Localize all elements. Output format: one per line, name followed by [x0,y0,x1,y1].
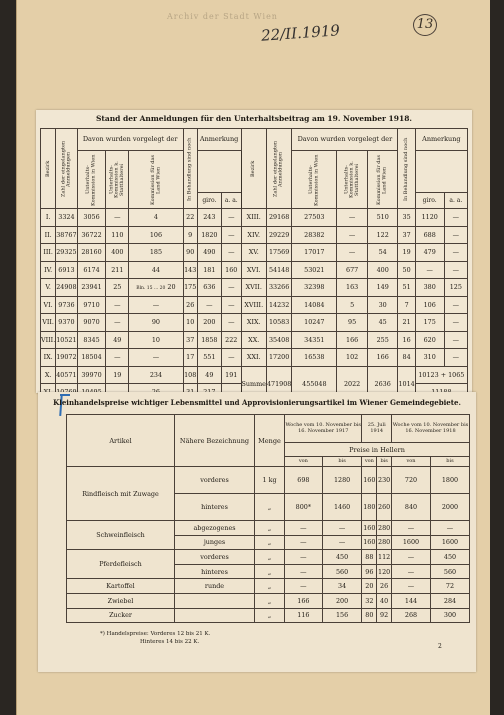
registrations-table [40,128,468,419]
header-behandlung-2: In Behandlung sind noch [398,129,415,209]
header-menge: Menge [255,415,285,467]
header-sonstige-2: Kommission für das Land Wien [367,151,398,209]
clipping-registrations [36,110,472,393]
header-artikel: Artikel [67,415,175,467]
artikel-schweinfleisch: Schweinfleisch [67,521,175,550]
table-row: Schweinfleisch abgezogenes „ — — 160 280 — — [67,521,470,536]
table-row: Zwiebel „ 166 200 32 40 144 284 [67,593,470,608]
folio-number: 13 [413,14,437,36]
header-week-1918: Woche vom 10. November bis 16. November 1918 [392,415,470,443]
header-kommission-landes: Unterhalts-Kommission k. Statthalterei [106,151,129,209]
table-row: III. 29325 28160 400 185 90 490 — XV. 17569 17017 — 54 19 479 — [41,244,468,262]
table-row: VI. 9736 9710 — — 26 — — XVIII. 14232 14084 5 30 7 106 — [41,296,468,314]
table-row: hinteres „ — 560 96 120 — 560 [67,564,470,579]
clipping-prices [38,392,476,672]
table-row: IV. 6913 6174 211 44 143 181 160 XVI. 54148 53021 677 400 50 — — [41,261,468,279]
table-row: Zucker „ 116 156 80 92 268 300 [67,608,470,623]
header-sonstige: Kommission für das Land Wien [129,151,184,209]
header-anmerkung: Anmerkung [197,129,241,151]
header-zahl-2: Zahl der eingelangten Anmeldungen [266,129,291,209]
header-giro-2: giro. [415,192,444,208]
footnote: *) Handelspreise: Vorderes 12 bis 21 K. Hinteres 14 bis 22 K. [100,631,211,645]
table-row: Kartoffel runde „ — 34 20 26 — 72 [67,579,470,594]
header-behandlung: In Behandlung sind noch [183,129,197,209]
archive-stamp: Archiv der Stadt Wien [167,12,278,21]
table-row: Pferdefleisch vorderes „ — 450 88 112 — 450 [67,550,470,565]
pencil-mark-top [60,394,70,396]
table-row: II. 38767 36722 110 106 9 1820 — XIV. 29229 28382 — 122 37 688 — [41,226,468,244]
header-kommission-landes-2: Unterhalts-Kommission k. Statthalterei [337,151,368,209]
header-davon: Davon wurden vorgelegt der [77,129,183,151]
header-bezeichnung: Nähere Bezeichnung [175,415,255,467]
header-unterhalt-2: Unterhalts-Kommission in Wien [292,151,337,209]
header-bezirk-2: Bezirk [241,129,266,209]
header-aa: a. a. [221,192,241,208]
header-unterhalt: Unterhalts-Kommission in Wien [77,151,106,209]
table-row: IX. 19072 18504 — — 17 551 — XXI. 17200 16538 102 166 84 310 — [41,349,468,367]
table-row: X. 40571 39970 19 234 108 49 191 Summe 471908 455048 2022 2636 1014 10123 + 1065 [41,366,468,384]
handwritten-date: 22/II.1919 [260,21,341,45]
header-giro: giro. [197,192,221,208]
header-zahl: Zahl der eingelangten Anmeldungen [56,129,77,209]
prices-title: Kleinhandelspreise wichtiger Lebensmittel und Approvisionierungsartikel im Wiener Gemeindegebiete. [53,398,461,407]
sum-anmerkung: 10123 + 1065 [415,366,467,384]
table-row: VII. 9370 9070 — 90 10 200 — XIX. 10583 10247 95 45 21 175 — [41,314,468,332]
table-row: Rindfleisch mit Zuwage vorderes 1 kg 698 1280 160 230 720 1800 [67,467,470,494]
page-number: 2 [438,643,442,650]
small-note: Bln. 15 ... 20 [136,286,166,292]
prices-table: Artikel Nähere Bezeichnung Menge Woche vom 10. November bis 16. November 1917 25. Juli 1914 Woche vom 10. November bis 16. November 1918 Preise in Hellern von bis von bis von bis Rindfleisch mit Zuwage vorderes 1 kg 698 1280 160 230 720 1800 hinteres „ 800* 1460 180 260 840 2000 Schweinfleisch abgezogenes „ — — 160 280 — — junges „ — — 160 280 1600 1600 Pferdefleisch vorderes „ — 450 88 112 — 450 hinteres „ — 560 96 120 — 560 Kartoffel runde „ — 34 20 26 — 72 Zwiebel „ 166 200 32 40 144 284 Zucker „ 116 156 80 92 268 300 [66,414,470,623]
header-week-1917: Woche vom 10. November bis 16. November 1917 [285,415,362,443]
table-row: I. 3324 3056 — 4 22 243 — XIII. 29168 27503 — 510 35 1120 — [41,209,468,227]
header-july-1914: 25. Juli 1914 [362,415,392,443]
artikel-pferdefleisch: Pferdefleisch [67,550,175,579]
sum-label: Summe [241,366,266,401]
header-preise: Preise in Hellern [285,443,470,457]
header-anmerkung-2: Anmerkung [415,129,467,151]
table-row: VIII. 10521 8345 49 10 37 1858 222 XX. 35408 34351 166 255 16 620 — [41,331,468,349]
registrations-title: Stand der Anmeldungen für den Unterhaltsbeitrag am 19. November 1918. [95,114,413,123]
table-row: V. 24908 23941 25 Bln. 15 ... 20 20 175 636 — XVII. 33266 32398 163 149 51 380 125 [41,279,468,297]
header-bezirk: Bezirk [41,129,56,209]
header-aa-2: a. a. [444,192,467,208]
artikel-rindfleisch: Rindfleisch mit Zuwage [67,467,175,521]
header-davon-2: Davon wurden vorgelegt der [292,129,398,151]
table-row: junges „ — — 160 280 1600 1600 [67,535,470,550]
table-row: hinteres „ 800* 1460 180 260 840 2000 [67,494,470,521]
